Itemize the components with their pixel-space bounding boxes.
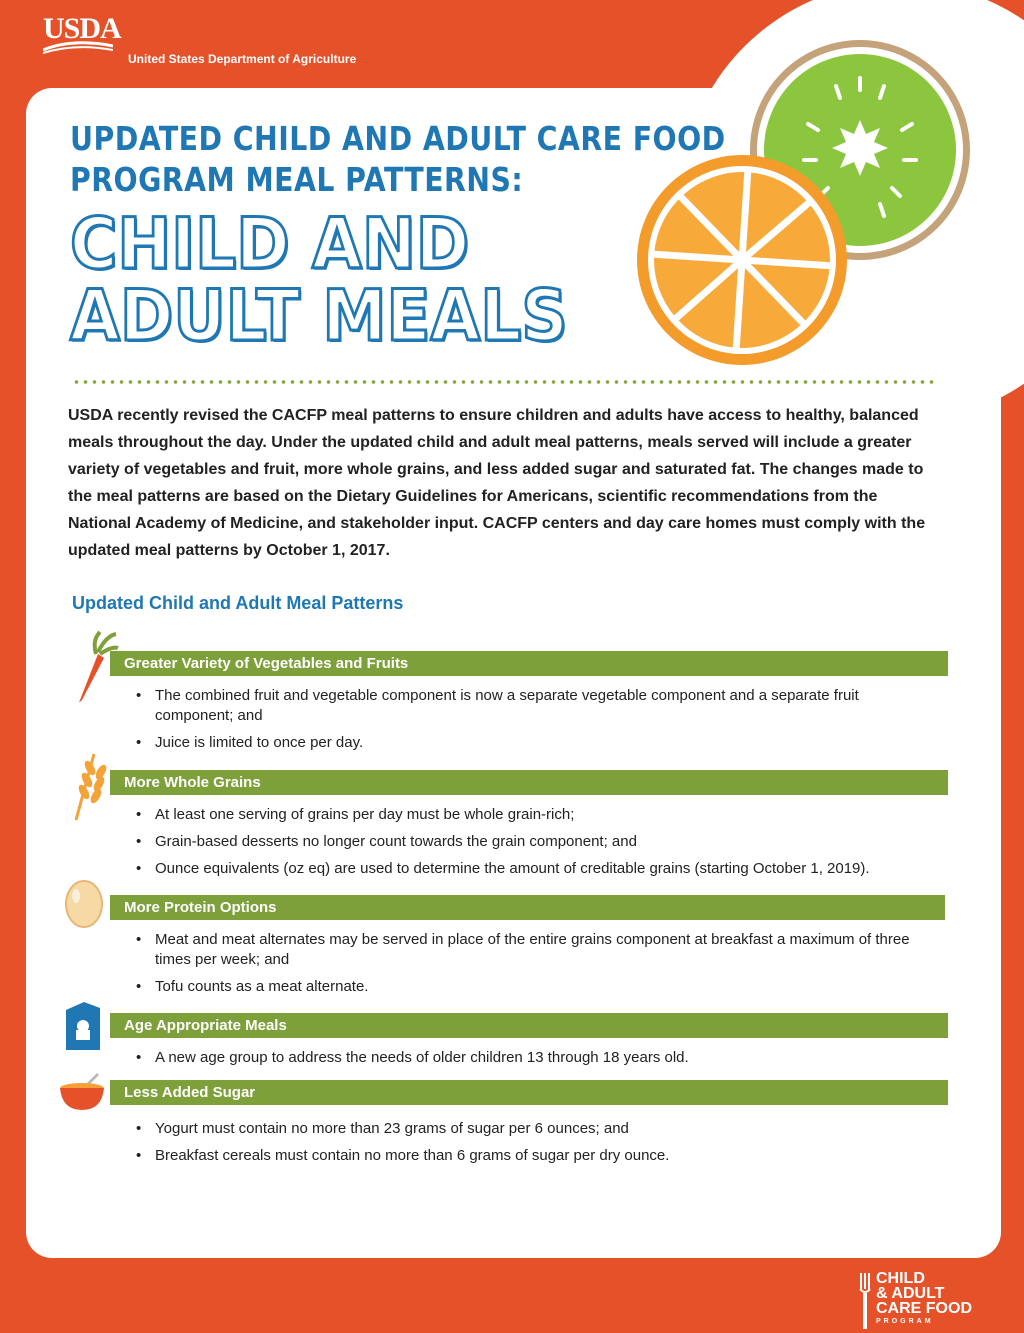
title-line-2: ADULT MEALS [70,275,568,357]
grains-bullet-list [136,805,936,886]
usda-swoosh-icon [43,40,113,54]
cacfp-line-3: CARE FOOD [876,1300,972,1317]
agency-name: United States Department of Agriculture [128,52,357,66]
page-subtitle [70,118,726,200]
cacfp-line-4: PROGRAM [876,1318,934,1325]
cacfp-line-1: CHILD [876,1270,925,1287]
section-heading: Updated Child and Adult Meal Patterns [72,593,404,613]
wheat-icon [68,740,108,824]
cereal-bowl-icon [56,1072,108,1112]
protein-bullet-list [136,930,936,1004]
subtitle-line-1: UPDATED CHILD AND ADULT CARE FOOD [70,119,726,158]
section-bar-age-appropriate: Age Appropriate Meals [110,1013,948,1038]
list-item: • Juice is limited to once per day. [136,733,936,753]
fork-icon [858,1273,872,1329]
title-line-1: CHILD AND [70,203,470,285]
subtitle-line-2: PROGRAM MEAL PATTERNS: [70,160,524,199]
list-item: • Grain-based desserts no longer count towards the grain component; and [136,832,936,852]
age-bullet-list [136,1048,936,1075]
list-item: • Breakfast cereals must contain no more than 6 grams of sugar per dry ounce. [136,1146,936,1166]
list-item: • Yogurt must contain no more than 23 grams of sugar per 6 ounces; and [136,1119,936,1139]
section-bar-whole-grains: More Whole Grains [110,770,948,795]
sugar-bullet-list [136,1119,936,1173]
list-item: • At least one serving of grains per day must be whole grain-rich; [136,805,936,825]
intro-paragraph: USDA recently revised the CACFP meal patterns to ensure children and adults have access to healthy, balanced meals throughout the day. Under the updated child and adult meal patterns, meals served will include a greater variety of vegetables and fruit, more whole grains, and less added sugar and saturated fat. The changes made to the meal patterns are based on the Dietary Guidelines for Americans, scientific recommendations from the National Academy of Medicine, and stakeholder input. CACFP centers and day care homes must comply with the updated meal patterns by October 1, 2017. [68,407,926,559]
cacfp-wordmark [876,1271,972,1316]
list-item: • The combined fruit and vegetable component is now a separate vegetable component and a separate fruit component; and [136,686,936,726]
usda-logo-mark: USDA [43,12,121,45]
vegetables-bullet-list [136,686,936,760]
list-item: • Meat and meat alternates may be served in place of the entire grains component at breakfast a maximum of three times per week; and [136,930,936,970]
fruit-illustration [630,20,1000,380]
milk-carton-icon [62,1000,104,1052]
list-item: • Ounce equivalents (oz eq) are used to determine the amount of creditable grains (starting October 1, 2019). [136,859,936,879]
dotted-divider [72,380,938,384]
section-bar-added-sugar: Less Added Sugar [110,1080,948,1105]
list-item: • A new age group to address the needs of older children 13 through 18 years old. [136,1048,936,1068]
section-bar-vegetables: Greater Variety of Vegetables and Fruits [110,651,948,676]
section-bar-protein: More Protein Options [110,895,945,920]
page-title [70,203,568,357]
cacfp-line-2: & ADULT [876,1285,945,1302]
egg-icon [64,878,104,930]
list-item: • Tofu counts as a meat alternate. [136,977,936,997]
